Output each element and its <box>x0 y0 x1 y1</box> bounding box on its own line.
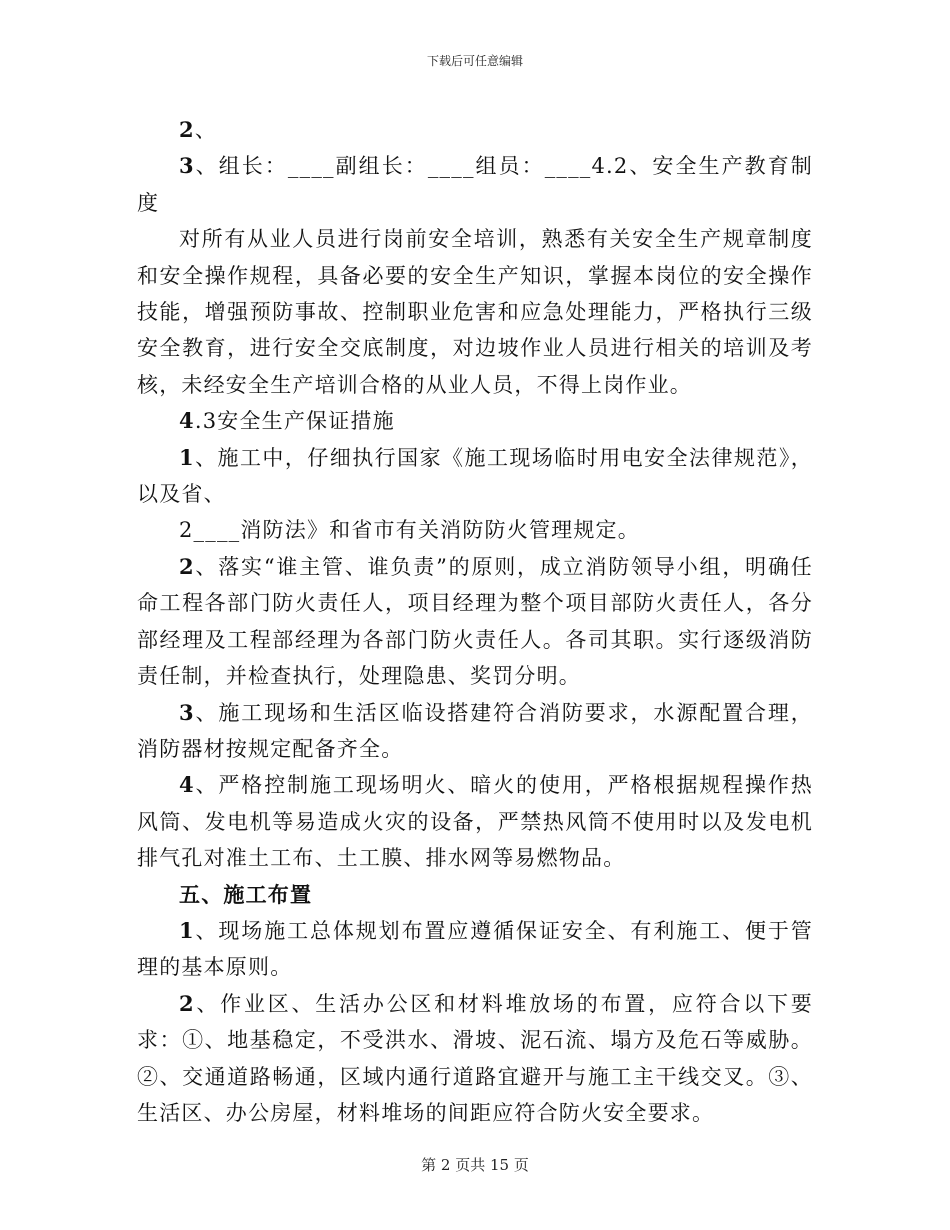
item-number: 2 <box>179 990 195 1016</box>
paragraph-5 <box>137 440 813 513</box>
paragraph-text: 、施工现场和生活区临设搭建符合消防要求，水源配置合理，消防器材按规定配备齐全。 <box>137 700 813 761</box>
paragraph-9 <box>137 767 813 876</box>
item-number: 4 <box>179 772 195 798</box>
paragraph-11 <box>137 913 813 986</box>
item-number: 3 <box>179 699 195 725</box>
paragraph-text: 、 <box>194 118 218 142</box>
paragraph-text: .3安全生产保证措施 <box>194 409 395 434</box>
paragraph-7 <box>137 549 813 695</box>
paragraph-8 <box>137 695 813 768</box>
item-number: 2 <box>179 553 195 579</box>
paragraph-1 <box>137 112 813 148</box>
paragraph-text: 、组长：____副组长：____组员：____4.2、安全生产教育制度 <box>137 154 813 215</box>
item-number: 1 <box>179 917 195 943</box>
paragraph-text: 对所有从业人员进行岗前安全培训，熟悉有关安全生产规章制度和安全操作规程，具备必要的安全生产知识，掌握本岗位的安全操作技能，增强预防事故、控制职业危害和应急处理能力，严格执行三级安全教育，进行安全交底制度，对边坡作业人员进行相关的培训及考核，未经安全生产培训合格的从业人员，不得上岗作业。 <box>137 227 813 397</box>
item-number: 1 <box>179 444 195 470</box>
paragraph-text: 2____消防法》和省市有关消防防火管理规定。 <box>179 518 640 543</box>
paragraph-text: 、作业区、生活办公区和材料堆放场的布置，应符合以下要求：①、地基稳定，不受洪水、滑坡、泥石流、塌方及危石等威胁。②、交通道路畅通，区域内通行道路宜避开与施工主干线交叉。③、生活区、办公房屋，材料堆场的间距应符合防火安全要求。 <box>137 991 813 1125</box>
item-number: 4 <box>179 408 195 434</box>
section-heading <box>137 877 813 913</box>
paragraph-text: 、严格控制施工现场明火、暗火的使用，严格根据规程操作热风筒、发电机等易造成火灾的设备，严禁热风筒不使用时以及发电机排气孔对准土工布、土工膜、排水网等易燃物品。 <box>137 773 813 871</box>
item-number: 3 <box>179 153 195 179</box>
paragraph-text: 、施工中，仔细执行国家《施工现场临时用电安全法律规范》，以及省、 <box>137 445 813 507</box>
paragraph-6 <box>137 512 813 548</box>
paragraph-4 <box>137 403 813 439</box>
paragraph-3 <box>137 221 813 403</box>
paragraph-2 <box>137 148 813 221</box>
page-footer: 第 2 页共 15 页 <box>421 1156 529 1174</box>
document-body <box>137 112 813 1131</box>
item-number: 2 <box>179 117 195 142</box>
page-header: 下载后可任意编辑 <box>426 54 523 68</box>
paragraph-text: 、现场施工总体规划布置应遵循保证安全、有利施工、便于管理的基本原则。 <box>137 918 813 980</box>
paragraph-text: 、落实“谁主管、谁负责”的原则，成立消防领导小组，明确任命工程各部门防火责任人，项目经理为整个项目部防火责任人，各分部经理及工程部经理为各部门防火责任人。各司其职。实行逐级消防责任制，并检查执行，处理隐患、奖罚分明。 <box>137 554 813 689</box>
heading-text: 五、施工布置 <box>179 881 313 907</box>
paragraph-12 <box>137 986 813 1132</box>
